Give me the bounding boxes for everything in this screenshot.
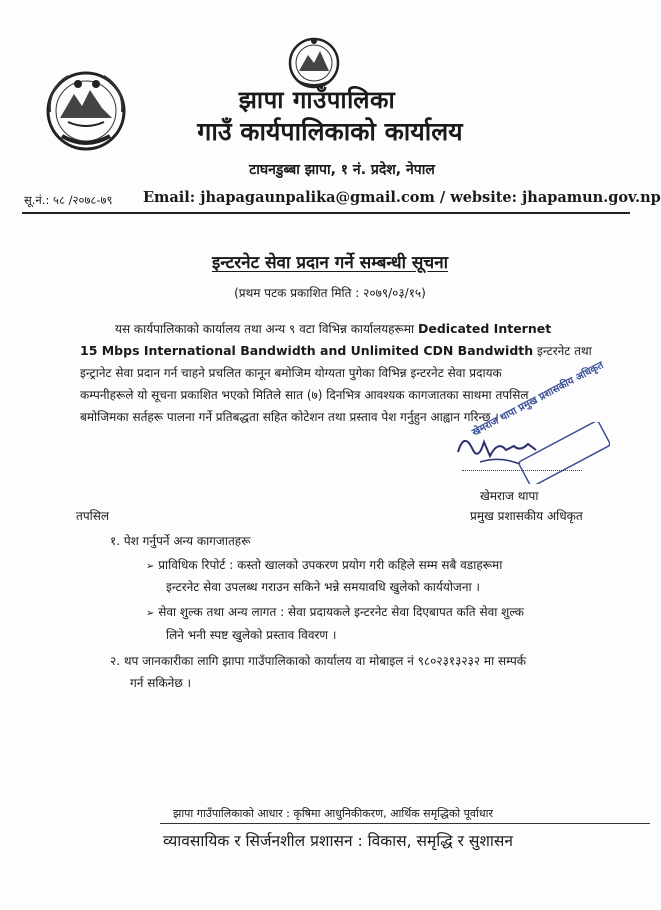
arrow-bullet-icon: ➢ (146, 561, 155, 572)
details-subitem-2-cont: लिने भनी स्पष्ट खुलेको प्रस्ताव विवरण । (166, 628, 337, 642)
footer-divider (160, 823, 650, 824)
notice-text: यस कार्यपालिकाको कार्यालय तथा अन्य ९ वटा विभिन्न कार्यालयहरूमा (115, 322, 415, 336)
details-item-1: १. पेश गर्नुपर्ने अन्य कागजातहरू (110, 534, 251, 548)
signature-line (462, 470, 582, 471)
stamp-text: खेमराज थापा प्रमुख प्रशासकीय अधिकृत (470, 359, 606, 439)
signatory-name: खेमराज थापा (480, 489, 539, 503)
signatory-title: प्रमुख प्रशासकीय अधिकृत (470, 509, 583, 523)
service-name: Dedicated Internet (418, 321, 552, 336)
notice-line-4: कम्पनीहरूले यो सूचना प्रकाशित भएको मितिले सात (७) दिनभित्र आवश्यक कागजातका साथमा तपसिल (80, 388, 529, 402)
subitem-text: प्राविधिक रिपोर्ट : कस्तो खालको उपकरण प्रयोग गरी कहिले सम्म सबै वडाहरूमा (158, 558, 503, 572)
notice-line-1 (115, 318, 605, 341)
address: टाघनडुब्बा झापा, १ नं. प्रदेश, नेपाल (249, 162, 435, 178)
notice-line-5: बमोजिमका सर्तहरू पालना गर्ने प्रतिबद्धता सहित कोटेशन तथा प्रस्ताव पेश गर्नुहुन आह्वान गरिन्छ । (80, 410, 499, 424)
org-name: झापा गाउँपालिका (238, 86, 396, 114)
details-subitem-1-cont: इन्टरनेट सेवा उपलब्ध गराउन सकिने भन्ने समयावधि खुलेको कार्ययोजना । (166, 580, 480, 594)
arrow-bullet-icon: ➢ (146, 608, 155, 619)
publish-date: (प्रथम पटक प्रकाशित मिति : २०७९/०३/१५) (234, 286, 426, 300)
bandwidth-spec: 15 Mbps International Bandwidth and Unlimited CDN Bandwidth (80, 343, 534, 358)
details-subitem-2 (146, 601, 524, 625)
reference-number: सू.नं.: ५८ /२०७८-७९ (24, 193, 113, 207)
nepal-emblem-icon (40, 68, 132, 154)
footer-motto: झापा गाउँपालिकाको आधार : कृषिमा आधुनिकीकरण, आर्थिक समृद्धिको पूर्वाधार (173, 807, 493, 820)
details-heading: तपसिल (76, 509, 110, 523)
municipality-emblem-icon (284, 35, 344, 90)
office-name: गाउँ कार्यपालिकाको कार्यालय (197, 117, 463, 146)
notice-line-3: इन्ट्रानेट सेवा प्रदान गर्न चाहने प्रचलित कानून बमोजिम योग्यता पुगेका विभिन्न इन्टरनेट सेवा प्रदायक (80, 366, 502, 380)
contact-line: Email: jhapagaunpalika@gmail.com / website: jhapamun.gov.np (143, 189, 661, 206)
details-item-2-cont: गर्न सकिनेछ । (130, 676, 192, 690)
header-divider (22, 212, 630, 214)
notice-line-2 (80, 340, 610, 363)
details-subitem-1 (146, 554, 502, 578)
notice-subject: इन्टरनेट सेवा प्रदान गर्ने सम्बन्धी सूचना (211, 253, 449, 273)
subitem-text: सेवा शुल्क तथा अन्य लागत : सेवा प्रदायकले इन्टरनेट सेवा दिएबापत कति सेवा शुल्क (158, 605, 524, 619)
footer-slogan: व्यावसायिक र सिर्जनशील प्रशासन : विकास, समृद्धि र सुशासन (163, 832, 513, 850)
details-item-2: २. थप जानकारीका लागि झापा गाउँपालिकाको कार्यालय वा मोबाइल नं ९८०२३१३२३२ मा सम्पर्क (110, 654, 526, 668)
notice-text: इन्टरनेट तथा (536, 344, 592, 358)
